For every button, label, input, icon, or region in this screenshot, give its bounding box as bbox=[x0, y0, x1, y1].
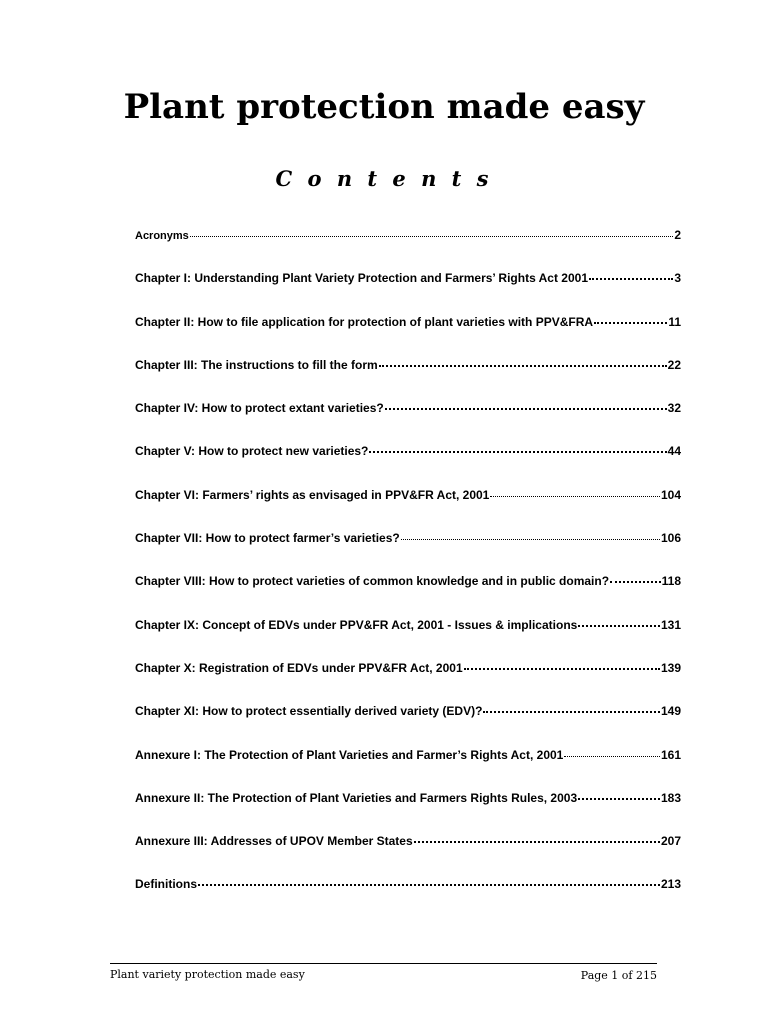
dot-leader bbox=[401, 528, 660, 542]
document-title: Plant protection made easy bbox=[123, 87, 645, 127]
toc-entry-page: 149 bbox=[660, 704, 681, 719]
dot-leader bbox=[464, 658, 660, 672]
toc-entry-annexure-3[interactable] bbox=[135, 830, 681, 873]
dot-leader bbox=[610, 571, 661, 585]
toc-entry-label: Chapter III: The instructions to fill the form bbox=[135, 357, 378, 372]
toc-entry-definitions[interactable] bbox=[135, 873, 681, 916]
toc-entry-annexure-1[interactable] bbox=[135, 744, 681, 787]
toc-entry-label: Chapter X: Registration of EDVs under PPV&FR Act, 2001 bbox=[135, 660, 463, 675]
toc-entry-chapter-6[interactable] bbox=[135, 484, 681, 527]
dot-leader bbox=[490, 485, 660, 499]
toc-entry-label: Definitions bbox=[135, 877, 197, 892]
toc-entry-chapter-2[interactable] bbox=[135, 311, 681, 354]
dot-leader bbox=[379, 355, 667, 369]
toc-entry-page: 3 bbox=[674, 271, 681, 286]
dot-leader bbox=[578, 788, 660, 802]
footer-running-title: Plant variety protection made easy bbox=[110, 968, 305, 981]
dot-leader bbox=[578, 615, 660, 629]
toc-entry-label: Chapter VII: How to protect farmer’s varieties? bbox=[135, 531, 400, 546]
toc-entry-chapter-8[interactable] bbox=[135, 570, 681, 613]
toc-entry-label: Chapter XI: How to protect essentially derived variety (EDV)? bbox=[135, 704, 483, 719]
toc-entry-chapter-4[interactable] bbox=[135, 397, 681, 440]
toc-entry-chapter-7[interactable] bbox=[135, 527, 681, 570]
dot-leader bbox=[564, 745, 660, 759]
toc-entry-page: 44 bbox=[667, 444, 681, 459]
toc-entry-chapter-10[interactable] bbox=[135, 657, 681, 700]
dot-leader bbox=[385, 398, 667, 412]
toc-entry-chapter-11[interactable] bbox=[135, 700, 681, 743]
toc-entry-page: 139 bbox=[660, 660, 681, 675]
dot-leader bbox=[594, 312, 667, 326]
toc-entry-chapter-3[interactable] bbox=[135, 354, 681, 397]
toc-entry-label: Chapter IX: Concept of EDVs under PPV&FR Act, 2001 - Issues & implications bbox=[135, 617, 578, 632]
footer-page-number: Page 1 of 215 bbox=[580, 969, 657, 982]
toc-entry-page: 213 bbox=[660, 877, 681, 892]
footer-divider bbox=[110, 963, 657, 964]
toc-entry-page: 104 bbox=[660, 487, 681, 502]
toc-entry-page: 32 bbox=[667, 401, 681, 416]
toc-entry-label: Acronyms bbox=[135, 230, 189, 242]
dot-leader bbox=[369, 441, 666, 455]
toc-entry-label: Annexure I: The Protection of Plant Varieties and Farmer’s Rights Act, 2001 bbox=[135, 747, 564, 762]
toc-entry-label: Annexure III: Addresses of UPOV Member States bbox=[135, 834, 413, 849]
toc-entry-page: 131 bbox=[660, 617, 681, 632]
dot-leader bbox=[483, 701, 660, 715]
toc-entry-chapter-5[interactable] bbox=[135, 440, 681, 483]
toc-entry-chapter-9[interactable] bbox=[135, 614, 681, 657]
toc-entry-label: Chapter I: Understanding Plant Variety Protection and Farmers’ Rights Act 2001 bbox=[135, 271, 588, 286]
toc-entry-label: Chapter IV: How to protect extant varieties? bbox=[135, 401, 384, 416]
toc-entry-label: Chapter V: How to protect new varieties? bbox=[135, 444, 369, 459]
toc-entry-acronyms[interactable] bbox=[135, 224, 681, 267]
dot-leader bbox=[190, 225, 674, 239]
toc-entry-label: Chapter II: How to file application for protection of plant varieties with PPV&FRA bbox=[135, 314, 594, 329]
toc-entry-page: 11 bbox=[668, 314, 681, 329]
toc-entry-page: 183 bbox=[660, 790, 681, 805]
toc-entry-page: 106 bbox=[660, 531, 681, 546]
toc-entry-page: 207 bbox=[660, 834, 681, 849]
toc-entry-chapter-1[interactable] bbox=[135, 267, 681, 310]
toc-entry-page: 161 bbox=[660, 747, 681, 762]
toc-entry-label: Chapter VIII: How to protect varieties of common knowledge and in public domain? bbox=[135, 574, 610, 589]
toc-entry-label: Annexure II: The Protection of Plant Varieties and Farmers Rights Rules, 2003 bbox=[135, 790, 578, 805]
table-of-contents bbox=[135, 224, 681, 917]
toc-entry-page: 22 bbox=[667, 357, 681, 372]
dot-leader bbox=[589, 268, 673, 282]
toc-entry-page: 118 bbox=[661, 574, 681, 589]
toc-entry-page: 2 bbox=[674, 228, 681, 242]
dot-leader bbox=[414, 831, 660, 845]
dot-leader bbox=[198, 874, 660, 888]
toc-entry-annexure-2[interactable] bbox=[135, 787, 681, 830]
toc-entry-label: Chapter VI: Farmers’ rights as envisaged in PPV&FR Act, 2001 bbox=[135, 487, 490, 502]
contents-heading: C o n t e n t s bbox=[275, 166, 493, 191]
